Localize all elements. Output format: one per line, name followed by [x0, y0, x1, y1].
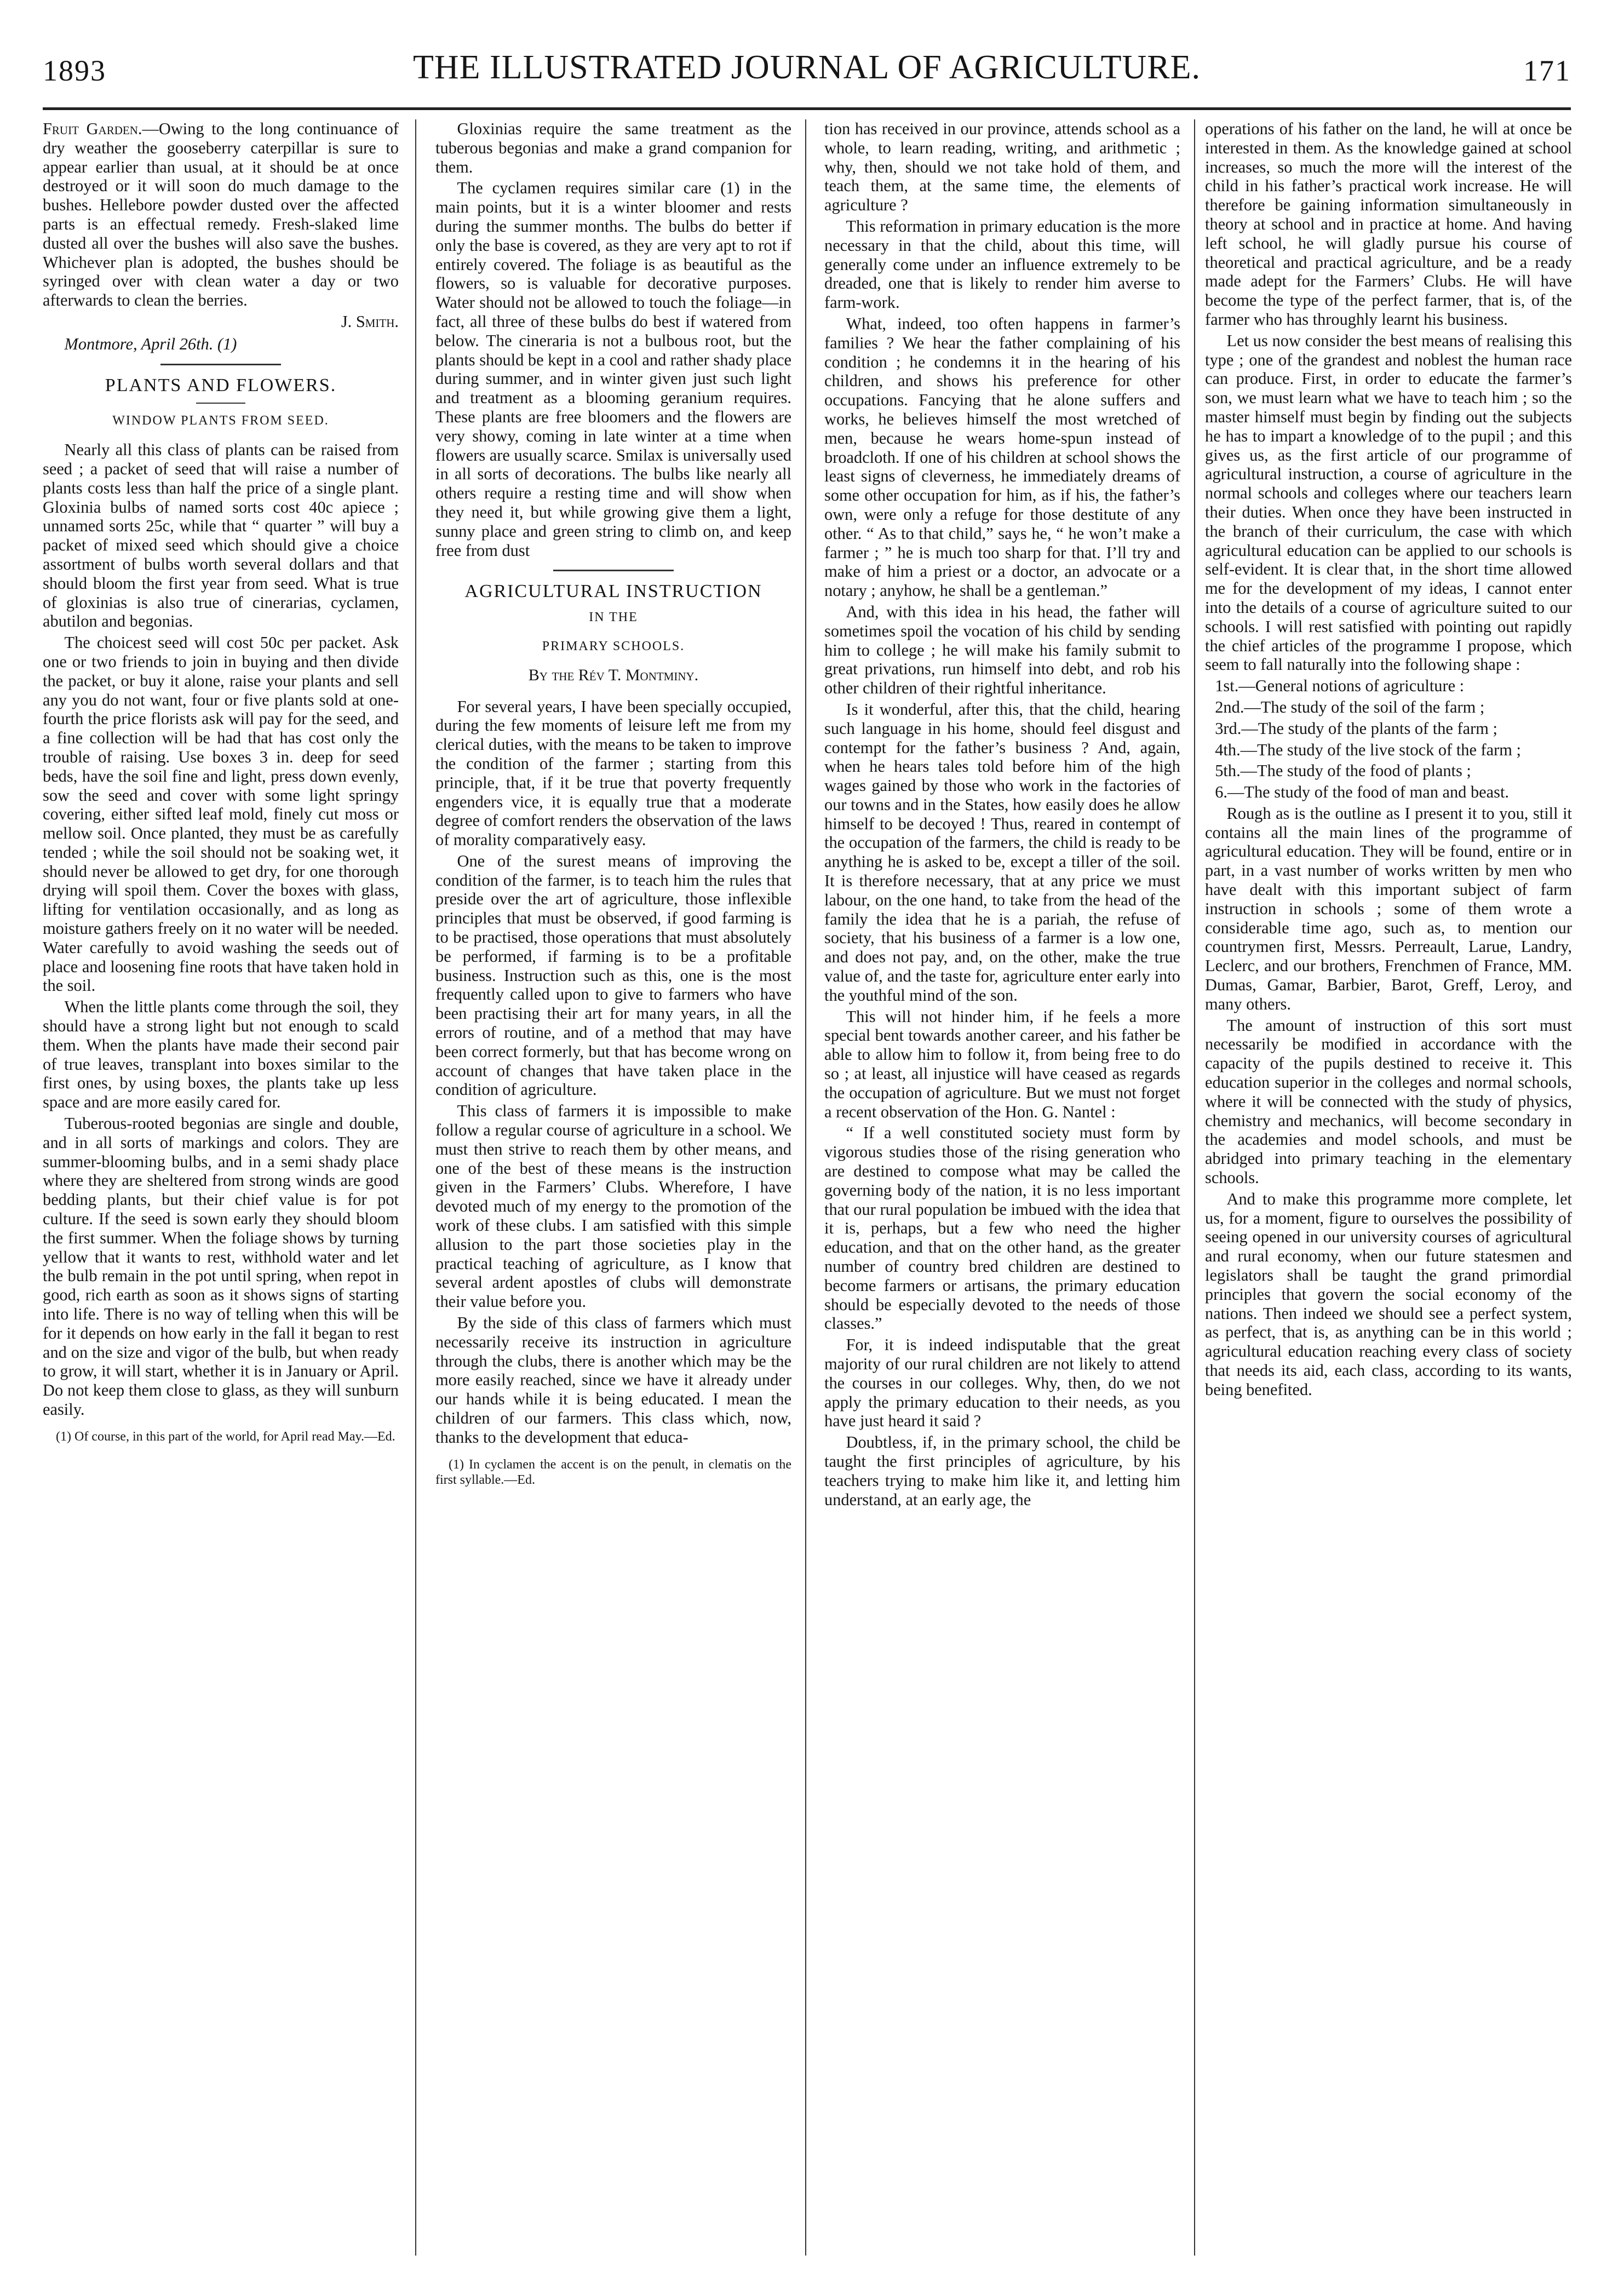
- paragraph: For, it is indeed indisputable that the great majority of our rural children are not likely to attend the courses in our colleges. Why, then, do we not apply the primary education to their needs, as you have just heard it said ?: [824, 1335, 1180, 1431]
- footnote: (1) Of course, in this part of the world, for April read May.—Ed.: [56, 1429, 395, 1444]
- column-1: [43, 119, 399, 2261]
- list-item: 5th.—The study of the food of plants ;: [1215, 761, 1471, 781]
- fruit-garden-lead: Fruit Garden.: [43, 119, 142, 138]
- column-2: [435, 119, 791, 2261]
- ornament-rule: [553, 570, 674, 571]
- paragraph: Let us now consider the best means of realising this type ; one of the grandest and noblest the human race can produce. First, in order to educate the farmer’s son, we must learn what we have to teach him ; so the master himself must begin by finding out the subjects he has to impart a knowledge of to the pupil ; and this gives us, as the first article of our programme of agricultural instruction, a course of agriculture in the normal schools and colleges where our teachers learn their duties. When once they have been instructed in the branch of their curriculum, the case with which agricultural education can be applied to our schools is self-evident. It is clear that, in the short time allowed me for the development of my ideas, I cannot enter into the details of a course of agriculture suited to our schools. I will rest satisfied with pointing out rapidly the chief articles of the programme I propose, which seem to fall naturally into the following shape :: [1205, 331, 1572, 674]
- paragraph: Tuberous-rooted begonias are single and double, and in all sorts of markings and colors. They are summer-blooming bulbs, and in a semi shady place where they are sheltered from strong winds are good bedding plants, but their chief value is for pot culture. If the seed is sown early they should bloom the first summer. When the foliage shows by turning yellow that it wants to rest, withhold water and let the bulb remain in the pot until spring, when repot in good, rich earth as soon as it shows signs of starting into life. There is no way of telling when this will be for it depends on how early in the fall it began to rest and on the size and vigor of the bulb, but when ready to grow, it will start, whether it is in January or April. Do not keep them close to glass, as they will sunburn easily.: [43, 1114, 399, 1419]
- short-rule: [196, 403, 245, 404]
- list-item: 4th.—The study of the live stock of the farm ;: [1215, 740, 1521, 759]
- column-divider: [415, 119, 416, 2256]
- footnote: (1) In cyclamen the accent is on the penult, in clematis on the first syllable.—Ed.: [435, 1457, 791, 1487]
- section-heading: PLANTS AND FLOWERS.: [105, 375, 337, 395]
- paragraph: When the little plants come through the soil, they should have a strong light but not enough to scald them. When the plants have made their second pair of true leaves, transplant into boxes similar to the first ones, by using boxes, the plants take up less space and are more easily cared for.: [43, 997, 399, 1112]
- header-year: 1893: [43, 54, 106, 87]
- paragraph: The amount of instruction of this sort must necessarily be modified in accordance with the capacity of the pupils destined to receive it. This education superior in the colleges and normal schools, where it will be connected with the study of physics, chemistry and mechanics, will become secondary in the academies and model schools, and must be abridged into primary teaching in the elementary schools.: [1205, 1015, 1572, 1187]
- list-item: 2nd.—The study of the soil of the farm ;: [1215, 697, 1485, 716]
- programme-list: [1205, 676, 1572, 802]
- page-header: [43, 44, 1571, 104]
- paragraph: And, with this idea in his head, the father will sometimes spoil the vocation of his child by sending him to college ; he will make his family submit to great privations, run himself into debt, and rob his other children of their rightful inheritance.: [824, 602, 1180, 698]
- paragraph: What, indeed, too often happens in farmer’s families ? We hear the father complaining of his condition ; he condemns it in the hearing of his children, and shows his preference for other occupations. Fancying that he alone suffers and works, he believes himself the most wretched of men, because he wears home-spun instead of broadcloth. If one of his children at school shows the least signs of cleverness, he immediately dreams of some other occupation for him, as if his, the father’s own, were only a refuge for those destitute of any other. “ As to that child,” says he, “ he won’t make a farmer ; ” he is much too sharp for that. I’ll try and make of him a priest or a doctor, an advocate or a notary ; anyhow, he shall be a gentleman.”: [824, 314, 1180, 600]
- paragraph: Is it wonderful, after this, that the child, hearing such language in his home, should feel disgust and contempt for the father’s business ? And, again, when he hears tales told before him of the high wages gained by those who work in the factories of our towns and in the States, how easily does he allow himself to be decoyed ! Thus, reared in contempt of the occupation of the farmers, the child is ready to be anything he is asked to be, except a tiller of the soil. It is therefore necessary, that at any price we must labour, on the one hand, to take from the head of the family the idea that he is a pariah, the refuse of society, that his business of a farmer is a low one, and does not pay, and, on the other, make the true value of, and the taste for, agriculture enter early into the youthful mind of the son.: [824, 699, 1180, 1005]
- list-item: 3rd.—The study of the plants of the farm ;: [1215, 719, 1497, 738]
- ornament-rule: [160, 364, 281, 365]
- paragraph: By the side of this class of farmers which must necessarily receive its instruction in agriculture through the clubs, there is another which may be the more easily reached, since we have it already under our hands while it is being educated. I mean the children of our farmers. This class which, now, thanks to the development that educa-: [435, 1313, 791, 1447]
- paragraph: For several years, I have been specially occupied, during the few moments of leisure left me from my clerical duties, with the means to be taken to improve the condition of the farmer ; starting from this principle, that, if it be true that poverty frequently engenders vice, it is equally true that a moderate degree of comfort renders the observation of the laws of morality comparatively easy.: [435, 697, 791, 850]
- paragraph: This will not hinder him, if he feels a more special bent towards another career, and his father be able to allow him to follow it, from being free to do so ; at least, all injustice will have ceased as regards the occupation of agriculture. But we must not forget a recent observation of the Hon. G. Nantel :: [824, 1007, 1180, 1121]
- column-divider: [805, 119, 806, 2256]
- paragraph: “ If a well constituted society must form by vigorous studies those of the rising generation who are destined to compose what may be called the governing body of the nation, it is no less important that our rural population be imbued with the idea that it is, perhaps, but a few who need the higher education, and that on the other hand, as the greater number of country bred children are destined to become farmers or artisans, the primary education should be especially devoted to the needs of those classes.”: [824, 1123, 1180, 1333]
- page-number: 171: [1523, 54, 1571, 87]
- dateline: Montmore, April 26th. (1): [64, 334, 237, 353]
- article-author: By the Rév T. Montminy.: [528, 665, 699, 684]
- signature: J. Smith.: [341, 312, 399, 331]
- header-rule: [43, 107, 1571, 110]
- paragraph: One of the surest means of improving the condition of the farmer, is to teach him the rules that preside over the art of agriculture, those inflexible principles that must be observed, if good farming is to be practised, those operations that must absolutely be performed, if farming is to be a profitable business. Instruction such as this, one is the most frequently called upon to give to farmers who have been practising their art for many years, in all the errors of routine, and of a method that may have been correct formerly, but that has become wrong on account of changes that have taken place in the condition of agriculture.: [435, 851, 791, 1099]
- journal-title: THE ILLUSTRATED JOURNAL OF AGRICULTURE.: [412, 49, 1201, 86]
- paragraph: Gloxinias require the same treatment as the tuberous begonias and make a grand companion for them.: [435, 119, 791, 176]
- paragraph: And to make this programme more complete, let us, for a moment, figure to ourselves the possibility of seeing opened in our university courses of agricultural and rural economy, when our future statesmen and legislators shall be taught the grand primordial principles that govern the social economy of the nations. Then indeed we should see a perfect system, as perfect, that is, as anything can be in this world ; agricultural education reaching every class of society that needs its aid, each class, according to its wants, being benefited.: [1205, 1189, 1572, 1399]
- list-item: 1st.—General notions of agriculture :: [1215, 676, 1465, 696]
- paragraph: operations of his father on the land, he will at once be interested in them. As the knowledge gained at school increases, so much the more will the interest of the child in his father’s practical work increase. He will therefore be gaining information simultaneously in theory at school and in practice at home. And having left school, he will gladly pursue his course of theoretical and practical agriculture, and be a ready made adept for the Farmers’ Clubs. He will have become the type of the perfect farmer, that is, of the farmer who has throughly learnt his business.: [1205, 119, 1572, 329]
- article-heading-schools: PRIMARY SCHOOLS.: [542, 639, 685, 653]
- paragraph: This reformation in primary education is the more necessary in that the child, about this time, will generally come under an influence extremely to be dreaded, one that is likely to render him averse to farm-work.: [824, 216, 1180, 312]
- section-subheading: WINDOW PLANTS FROM SEED.: [112, 414, 329, 428]
- paragraph: Nearly all this class of plants can be raised from seed ; a packet of seed that will raise a number of plants costs less than half the price of a single plant. Gloxinia bulbs of named sorts cost 40c apiece ; unnamed sorts 25c, while that “ quarter ” will buy a packet of mixed seed which should give a choice assortment of bulbs worth several dollars and that should bloom the first year from seed. What is true of gloxinias is also true of cinerarias, cyclamen, abutilon and begonias.: [43, 440, 399, 631]
- paragraph: Rough as is the outline as I present it to you, still it contains all the main lines of the programme of agricultural education. They will be found, entire or in part, in a vast number of works written by men who have dealt with this important subject of farm instruction in schools ; some of them wrote a considerable time ago, such as, to mention our countrymen first, Messrs. Perreault, Larue, Landry, Leclerc, and our brothers, Frenchmen of France, MM. Dumas, Gamar, Barbier, Barot, Greff, Leroy, and many others.: [1205, 804, 1572, 1013]
- article-heading-in: IN THE: [589, 610, 638, 625]
- column-3: [824, 119, 1180, 2261]
- column-4: [1205, 119, 1572, 2261]
- fruit-garden-paragraph: Fruit Garden.—Owing to the long continuance of dry weather the gooseberry caterpillar is sure to appear earlier than usual, at it should be at once destroyed or it will soon do much damage to the bushes. Hellebore powder dusted over the affected parts is an effectual remedy. Fresh-slaked lime dusted all over the bushes will also save the bushes. Whichever plan is adopted, the bushes should be syringed over with clean water a day or two afterwards to clean the berries.: [43, 119, 399, 310]
- column-divider: [1194, 119, 1195, 2256]
- paragraph: The cyclamen requires similar care (1) in the main points, but it is a winter bloomer and rests during the summer months. The bulbs do better if only the base is covered, as they are very apt to rot if entirely covered. The foliage is as beautiful as the flowers, so is valuable for decorative purposes. Water should not be allowed to touch the foliage—in fact, all three of these bulbs do best if watered from below. The cineraria is not a bulbous root, but the plants should be kept in a cool and rather shady place during summer, and in winter given just such light and treatment as a blooming geranium requires. These plants are free bloomers and the flowers are very showy, coming in late winter at a time when flowers are usually scarce. Smilax is universally used in all sorts of decorations. The bulbs like nearly all others require a resting time and will show when they need it, but while growing give them a light, sunny place and green string to climb on, and keep free from dust: [435, 179, 791, 560]
- paragraph: The choicest seed will cost 50c per packet. Ask one or two friends to join in buying and then divide the packet, or buy it alone, raise your plants and sell any you do not want, four or five plants sold at one-fourth the price florists ask will pay for the seed, and a fine collection will be had that has cost only the trouble of raising. Use boxes 3 in. deep for seed beds, have the soil fine and light, press down evenly, sow the seed and cover with some light springy covering, either sifted leaf mold, finely cut moss or mellow soil. Once planted, they must be as carefully tended ; while the soil should not be soaking wet, it should never be allowed to get dry, for one thorough drying will spoil them. Cover the boxes with glass, lifting for ventilation occasionally, and as long as moisture gathers freely on it no water will be needed. Water carefully to avoid washing the seeds out of place and loosening fine roots that have taken hold in the soil.: [43, 633, 399, 995]
- article-heading: AGRICULTURAL INSTRUCTION: [464, 581, 762, 602]
- paragraph: This class of farmers it is impossible to make follow a regular course of agriculture in a school. We must then strive to reach them by other means, and one of the best of these means is the instruction given in the Farmers’ Clubs. Wherefore, I have devoted much of my energy to the promotion of the work of these clubs. I am satisfied with this simple allusion to the part those societies play in the practical teaching of agriculture, as I know that several ardent apostles of clubs will demonstrate their value before you.: [435, 1101, 791, 1311]
- paragraph: tion has received in our province, attends school as a whole, to learn reading, writing, and arithmetic ; why, then, should we not take hold of them, and teach them, at the same time, the elements of agriculture ?: [824, 119, 1180, 215]
- list-item: 6.—The study of the food of man and beast.: [1215, 783, 1510, 802]
- paragraph: Doubtless, if, in the primary school, the child be taught the first principles of agriculture, by his teachers trying to make him like it, and letting him understand, at an early age, the: [824, 1433, 1180, 1509]
